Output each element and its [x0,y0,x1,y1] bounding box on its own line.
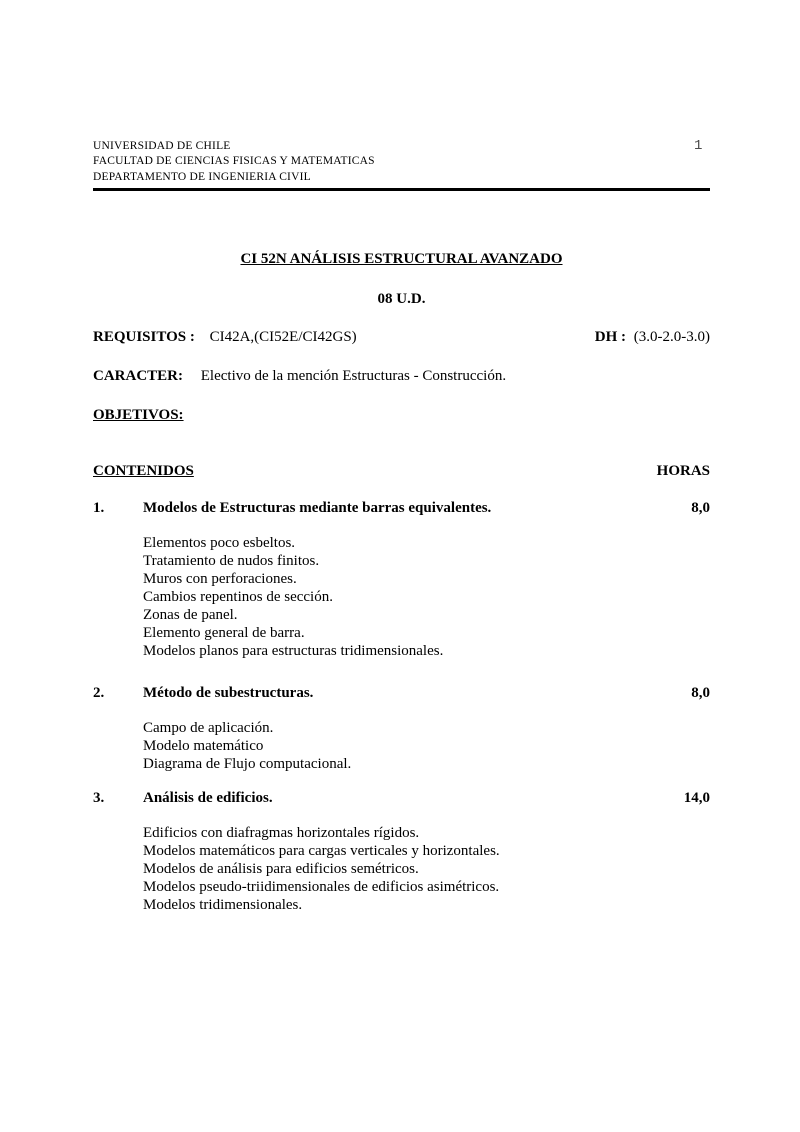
section-2-row [93,685,710,702]
section-2-hours: 8,0 [691,684,710,701]
objetivos-heading: OBJETIVOS: [93,406,184,423]
section-3-row [93,790,710,807]
requisitos-group [93,329,357,346]
course-units: 08 U.D. [377,290,426,307]
list-item: Edificios con diafragmas horizontales rígidos. [143,824,420,841]
section-3-hours: 14,0 [683,789,710,806]
list-item: Muros con perforaciones. [143,570,297,587]
list-item: Elemento general de barra. [143,624,305,641]
letterhead-university: UNIVERSIDAD DE CHILE [93,140,231,152]
section-2-number: 2. [93,684,105,701]
list-item: Modelos planos para estructuras tridimensionales. [143,642,444,659]
letterhead-faculty: FACULTAD DE CIENCIAS FISICAS Y MATEMATICAS [93,155,375,168]
list-item: Modelos tridimensionales. [143,896,303,913]
section-2-items [143,719,710,773]
requisitos-row [93,329,710,346]
page-number: 1 [694,138,703,154]
course-title: CI 52N ANÁLISIS ESTRUCTURAL AVANZADO [240,250,563,267]
list-item: Modelos matemáticos para cargas verticales y horizontales. [143,842,500,859]
list-item: Campo de aplicación. [143,719,274,736]
section-3-title: Análisis de edificios. [143,789,273,806]
list-item: Modelo matemático [143,737,264,754]
list-item: Cambios repentinos de sección. [143,588,333,605]
list-item: Modelos pseudo-triidimensionales de edificios asimétricos. [143,878,500,895]
section-1-number: 1. [93,499,105,516]
section-1-title: Modelos de Estructuras mediante barras equivalentes. [143,499,492,516]
list-item: Diagrama de Flujo computacional. [143,755,352,772]
letterhead-department: DEPARTAMENTO DE INGENIERIA CIVIL [93,170,311,183]
list-item: Zonas de panel. [143,606,238,623]
document-content [93,139,710,914]
section-3-items [143,824,710,914]
caracter-label: CARACTER: [93,367,183,384]
list-item: Elementos poco esbeltos. [143,534,296,551]
horas-heading: HORAS [656,462,710,479]
requisitos-value: CI42A,(CI52E/CI42GS) [209,328,357,345]
section-1-items [143,534,710,660]
list-item: Modelos de análisis para edificios semétricos. [143,860,419,877]
dh-value: (3.0-2.0-3.0) [633,328,710,345]
dh-group [595,329,710,346]
section-2-title: Método de subestructuras. [143,684,314,701]
dh-label: DH : [594,328,627,345]
section-1-hours: 8,0 [691,499,710,516]
section-3-number: 3. [93,789,105,806]
letterhead [93,139,710,185]
contenidos-heading: CONTENIDOS [93,462,194,479]
caracter-row [93,368,710,385]
caracter-value: Electivo de la mención Estructuras - Construcción. [200,367,507,384]
list-item: Tratamiento de nudos finitos. [143,552,320,569]
header-divider [93,188,710,191]
contenidos-header-row [93,463,710,480]
requisitos-label: REQUISITOS : [93,328,195,345]
section-1-row [93,500,710,517]
